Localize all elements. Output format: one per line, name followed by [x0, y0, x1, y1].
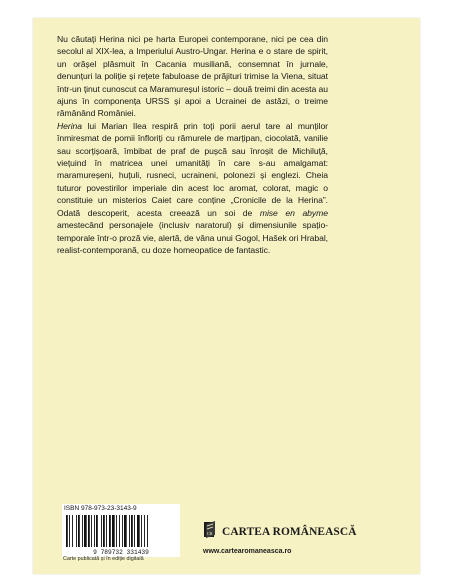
barcode-icon [62, 513, 180, 549]
publisher-name: CARTEA ROMÂNEASCĂ [222, 526, 357, 538]
blurb-text [57, 33, 328, 256]
cr-book-logo-icon [203, 520, 217, 539]
digital-edition-note: Carte publicată și în ediție digitală [63, 556, 144, 562]
mise-en-abyme-italic: mise en abyme [259, 207, 328, 218]
blurb-paragraph-2-tail: amestecând personajele (inclusiv naratorul) și dimensiunile spațio-temporale într-o proză vie, alertă, de vâna unui Gogol, Hašek ori Hrabal, realist-contemporană, cu doze homeopatice de fantastic. [57, 220, 329, 255]
isbn-label: ISBN 978-973-23-3143-9 [62, 504, 180, 513]
blurb-paragraph-1: Nu căutați Herina nici pe harta Europei contemporane, nici pe cea din secolul al XIX-lea, a Imperiului Austro-Ungar. Herina e o stare de spirit, un orășel plăsmuit în Cacania musiliană, consemnat în jurnale, denunțuri la poliție și rețete fabuloase de prăjituri trimise la Viena, situat într-un ținut cunoscut ca Maramureșul istoric – două treimi din acesta au ajuns în componența URSS și apoi a Ucrainei de astăzi, o treime rămânând României. [57, 34, 329, 119]
svg-text:CR: CR [207, 531, 213, 536]
isbn-barcode-block [62, 504, 180, 557]
blurb-paragraph-2 [57, 120, 328, 256]
publisher-url[interactable]: www.cartearomaneasca.ro [203, 548, 292, 555]
barcode-digits: 9 789732 331439 [62, 549, 180, 557]
book-title-italic: Herina [57, 120, 83, 131]
blurb-paragraph-2-body: lui Marian Ilea respiră prin toți porii aerul tare al munților înmiresmat de pomii înfloriți cu rămurele de marțipan, ciocolată, vanilie sau scorțișoară, îmbibat de praf de pușcă sau înroșit de Michiluță, viețuind în matricea unei umanități în care s-au amalgamat: maramureșeni, huțuli, rusneci, ucraineni, polonezi și englezi. Cheia tuturor povestirilor imperiale din acest loc aromat, colorat, magic o constituie un misterios Caiet care conține „Cronicile de la Herina”. Odată descoperit, acesta creează un soi de [57, 120, 328, 218]
publisher-block [203, 520, 383, 556]
